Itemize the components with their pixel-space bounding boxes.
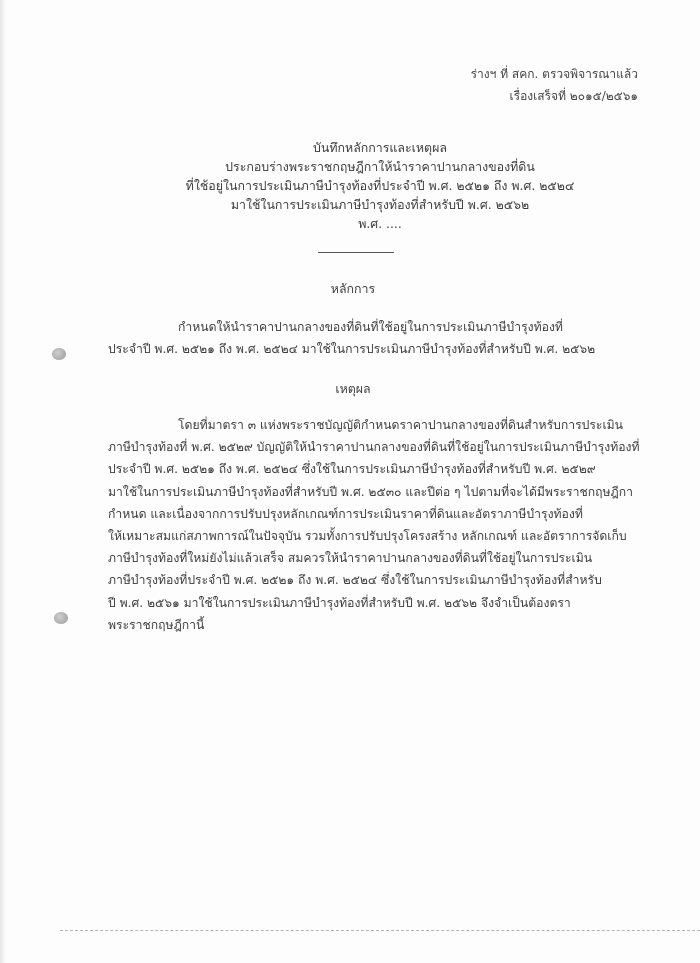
reference-review-note: ร่างฯ ที่ สคก. ตรวจพิจารณาแล้ว	[470, 67, 638, 81]
reason-heading: เหตุผล	[335, 381, 371, 396]
reason-line: ให้เหมาะสมแก่สภาพการณ์ในปัจจุบัน รวมทั้งการปรับปรุงโครงสร้าง หลักเกณฑ์ และอัตราการจัดเก็บ	[108, 529, 627, 544]
reason-line: ภาษีบำรุงท้องที่ประจำปี พ.ศ. ๒๕๒๑ ถึง พ.ศ. ๒๕๒๔ ซึ่งใช้ในการประเมินภาษีบำรุงท้องที่สำหรับ	[108, 573, 602, 588]
principle-body	[108, 316, 648, 360]
reason-line: ประจำปี พ.ศ. ๒๕๒๑ ถึง พ.ศ. ๒๕๒๔ ซึ่งใช้ในการประเมินภาษีบำรุงท้องที่สำหรับปี พ.ศ. ๒๕๒๙	[108, 462, 596, 477]
reason-line: ภาษีบำรุงท้องที่ พ.ศ. ๒๕๒๙ บัญญัติให้นำราคาปานกลางของที่ดินที่ใช้อยู่ในการประเมินภาษีบำรุงท้องที่	[108, 440, 640, 455]
title-divider	[318, 252, 394, 253]
principle-line: ประจำปี พ.ศ. ๒๕๒๑ ถึง พ.ศ. ๒๕๒๔ มาใช้ในการประเมินภาษีบำรุงท้องที่สำหรับปี พ.ศ. ๒๕๖๒	[108, 342, 596, 357]
reason-line: พระราชกฤษฎีกานี้	[108, 617, 205, 632]
title-line: บันทึกหลักการและเหตุผล	[313, 140, 447, 155]
reason-line: ปี พ.ศ. ๒๕๖๑ มาใช้ในการประเมินภาษีบำรุงท้องที่สำหรับปี พ.ศ. ๒๕๖๒ จึงจำเป็นต้องตรา	[108, 595, 571, 610]
reason-body	[108, 414, 648, 636]
reason-line: กำหนด และเนื่องจากการปรับปรุงหลักเกณฑ์การประเมินราคาที่ดินและอัตราภาษีบำรุงท้องที่	[108, 506, 583, 521]
principle-heading: หลักการ	[330, 281, 376, 296]
title-line: ประกอบร่างพระราชกฤษฎีกาให้นำราคาปานกลางของที่ดิน	[225, 159, 535, 174]
principle-line: กำหนดให้นำราคาปานกลางของที่ดินที่ใช้อยู่ในการประเมินภาษีบำรุงท้องที่	[178, 320, 563, 334]
document-title	[100, 138, 660, 233]
title-line: พ.ศ. ....	[358, 216, 402, 231]
punch-hole-top	[52, 348, 66, 360]
page-bottom-edge	[60, 930, 700, 932]
reason-line: โดยที่มาตรา ๓ แห่งพระราชบัญญัติกำหนดราคาปานกลางของที่ดินสำหรับการประเมิน	[178, 418, 623, 432]
title-line: ที่ใช้อยู่ในการประเมินภาษีบำรุงท้องที่ประจำปี พ.ศ. ๒๕๒๑ ถึง พ.ศ. ๒๕๒๔	[185, 178, 575, 193]
reason-line: ภาษีบำรุงท้องที่ใหม่ยังไม่แล้วเสร็จ สมควรให้นำราคาปานกลางของที่ดินที่ใช้อยู่ในการประเมิน	[108, 551, 593, 566]
reference-completion-number: เรื่องเสร็จที่ ๒๐๑๕/๒๕๖๑	[509, 89, 638, 103]
title-line: มาใช้ในการประเมินภาษีบำรุงท้องที่สำหรับปี พ.ศ. ๒๕๖๒	[230, 197, 530, 212]
reason-line: มาใช้ในการประเมินภาษีบำรุงท้องที่สำหรับปี พ.ศ. ๒๕๓๐ และปีต่อ ๆ ไปตามที่จะได้มีพระราชกฤษฎีกา	[108, 484, 633, 499]
punch-hole-bottom	[54, 612, 68, 624]
page-shadow-edge	[0, 0, 6, 963]
